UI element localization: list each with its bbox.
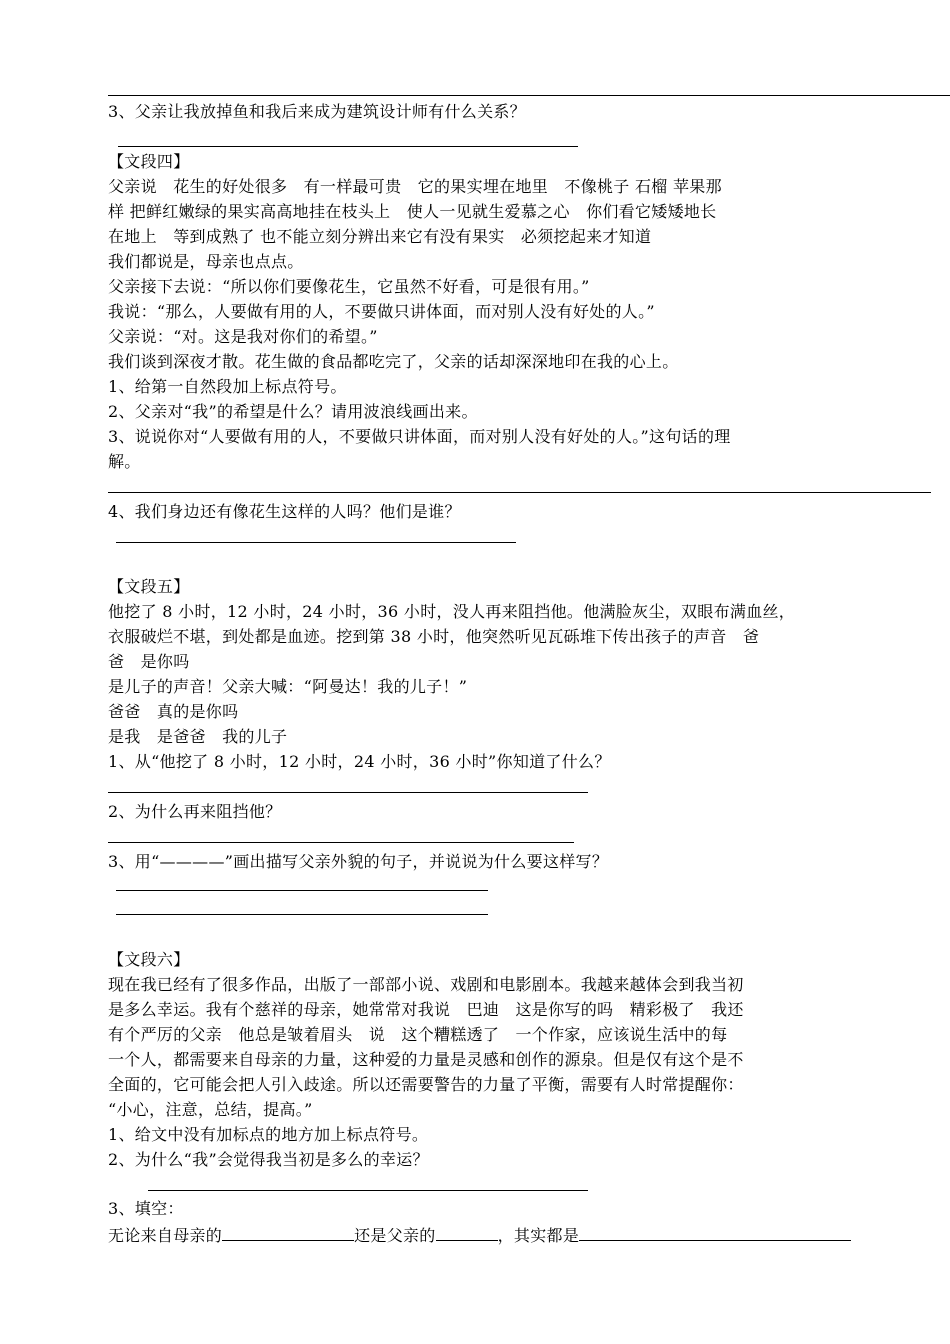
s4-paragraph-line: 样 把鲜红嫩绿的果实高高地挂在枝头上 使人一见就生爱慕之心 你们看它矮矮地长: [108, 202, 717, 221]
question-s5-2: 2、为什么再来阻挡他？: [108, 802, 282, 821]
s6-paragraph-line: 有个严厉的父亲 他总是皱着眉头 说 这个糟糕透了 一个作家，应该说生活中的每: [108, 1025, 728, 1044]
answer-line[interactable]: [108, 792, 588, 793]
s5-paragraph-line: 衣服破烂不堪，到处都是血迹。挖到第 38 小时，他突然听见瓦砾堆下传出孩子的声音 爸: [108, 627, 760, 646]
fill-text-a: 无论来自母亲的: [108, 1226, 223, 1245]
s5-paragraph-line: 他挖了 8 小时，12 小时，24 小时，36 小时，没人再来阻挡他。他满脸灰尘，双眼布满血丝，: [108, 602, 796, 621]
answer-line[interactable]: [118, 146, 578, 147]
question-s6-2: 2、为什么“我”会觉得我当初是多么的幸运？: [108, 1150, 429, 1169]
s4-paragraph-line: 父亲说 花生的好处很多 有一样最可贵 它的果实埋在地里 不像桃子 石榴 苹果那: [108, 177, 722, 196]
s6-paragraph-line: 现在我已经有了很多作品，出版了一部部小说、戏剧和电影剧本。我越来越体会到我当初: [108, 975, 744, 994]
fill-text-b: 还是父亲的: [354, 1226, 436, 1245]
s6-paragraph-line: “小心，注意，总结，提高。”: [108, 1100, 313, 1119]
answer-line[interactable]: [148, 1190, 588, 1191]
question-s5-3: 3、用“————”画出描写父亲外貌的句子，并说说为什么要这样写？: [108, 852, 609, 871]
answer-line[interactable]: [108, 95, 950, 96]
answer-line[interactable]: [108, 492, 931, 493]
s5-paragraph: 是儿子的声音！父亲大喊：“阿曼达！我的儿子！”: [108, 677, 468, 696]
question-s6-1: 1、给文中没有加标点的地方加上标点符号。: [108, 1125, 429, 1144]
question-s3-3: 3、父亲让我放掉鱼和我后来成为建筑设计师有什么关系？: [108, 102, 526, 121]
s6-paragraph-line: 一个人，都需要来自母亲的力量，这种爱的力量是灵感和创作的源泉。但是仅有这个是不: [108, 1050, 744, 1069]
s4-paragraph: 我们谈到深夜才散。花生做的食品都吃完了，父亲的话却深深地印在我的心上。: [108, 352, 679, 371]
fill-blank-3[interactable]: [579, 1222, 851, 1241]
section-heading-6: 【文段六】: [108, 950, 190, 969]
answer-line[interactable]: [116, 542, 516, 543]
question-s6-3: 3、填空：: [108, 1199, 184, 1218]
fill-in-sentence: [108, 1222, 908, 1246]
s4-paragraph-line: 在地上 等到成熟了 也不能立刻分辨出来它有没有果实 必须挖起来才知道: [108, 227, 652, 246]
fill-blank-2[interactable]: [436, 1222, 498, 1241]
question-s4-2: 2、父亲对“我”的希望是什么？请用波浪线画出来。: [108, 402, 478, 421]
s4-paragraph: 我说：“那么，人要做有用的人，不要做只讲体面，而对别人没有好处的人。”: [108, 302, 655, 321]
s4-paragraph: 父亲说：“对。这是我对你们的希望。”: [108, 327, 378, 346]
s5-paragraph: 爸爸 真的是你吗: [108, 702, 239, 721]
section-heading-5: 【文段五】: [108, 577, 190, 596]
s6-paragraph-line: 全面的，它可能会把人引入歧途。所以还需要警告的力量了平衡，需要有人时常提醒你：: [108, 1075, 744, 1094]
answer-line[interactable]: [116, 890, 488, 891]
s6-paragraph-line: 是多么幸运。我有个慈祥的母亲，她常常对我说 巴迪 这是你写的吗 精彩极了 我还: [108, 1000, 744, 1019]
question-s4-4: 4、我们身边还有像花生这样的人吗？他们是谁？: [108, 502, 461, 521]
question-s5-1: 1、从“他挖了 8 小时，12 小时，24 小时，36 小时”你知道了什么？: [108, 752, 611, 771]
s4-paragraph: 我们都说是，母亲也点点。: [108, 252, 304, 271]
s5-paragraph: 是我 是爸爸 我的儿子: [108, 727, 288, 746]
fill-blank-1[interactable]: [222, 1222, 354, 1241]
s4-paragraph: 父亲接下去说：“所以你们要像花生，它虽然不好看，可是很有用。”: [108, 277, 590, 296]
answer-line[interactable]: [116, 914, 488, 915]
s5-paragraph-line: 爸 是你吗: [108, 652, 190, 671]
fill-text-c: ，其实都是: [497, 1226, 580, 1245]
question-s4-1: 1、给第一自然段加上标点符号。: [108, 377, 347, 396]
answer-line[interactable]: [108, 842, 574, 843]
section-heading-4: 【文段四】: [108, 152, 190, 171]
question-s4-3: 3、说说你对“人要做有用的人，不要做只讲体面，而对别人没有好处的人。”这句话的理: [108, 427, 731, 446]
question-s4-3-cont: 解。: [108, 452, 141, 471]
